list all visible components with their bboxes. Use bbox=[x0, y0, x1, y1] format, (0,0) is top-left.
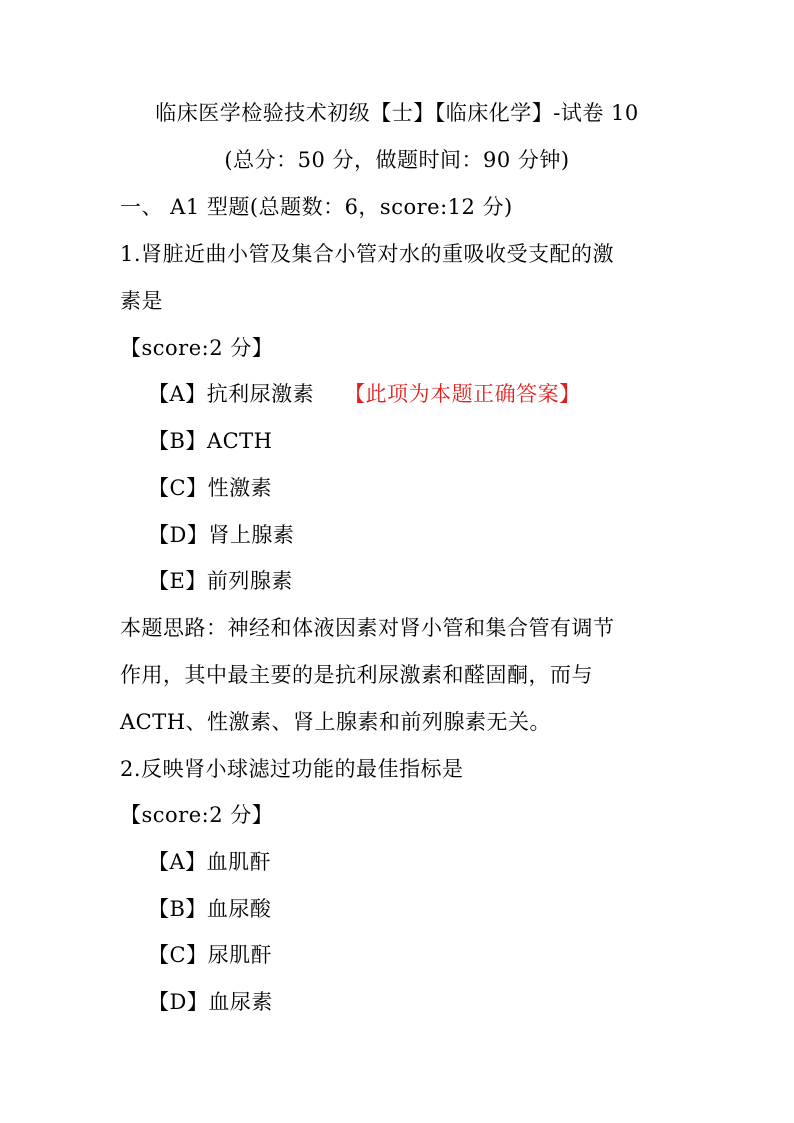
option-text: 【A】抗利尿激素 bbox=[148, 382, 315, 406]
question-1-stem-line-1: 1.肾脏近曲小管及集合小管对水的重吸收受支配的激 bbox=[120, 242, 615, 266]
question-1-option-a bbox=[148, 380, 581, 408]
correct-answer-marker: 【此项为本题正确答案】 bbox=[344, 382, 581, 406]
section-heading: 一、 A1 型题(总题数：6，score:12 分) bbox=[120, 195, 513, 219]
question-2-option-a: 【A】血肌酐 bbox=[148, 850, 272, 874]
question-2-option-c: 【C】尿肌酐 bbox=[148, 943, 273, 967]
question-1-option-b: 【B】ACTH bbox=[148, 429, 273, 453]
question-1-stem-line-2: 素是 bbox=[120, 289, 163, 313]
question-1-score: 【score:2 分】 bbox=[120, 336, 274, 360]
question-2-stem-line-1: 2.反映肾小球滤过功能的最佳指标是 bbox=[120, 757, 464, 781]
question-2-option-d: 【D】血尿素 bbox=[148, 990, 273, 1014]
question-1-explanation-line-2: 作用，其中最主要的是抗利尿激素和醛固酮，而与 bbox=[120, 663, 593, 687]
question-1-explanation-line-1: 本题思路：神经和体液因素对肾小管和集合管有调节 bbox=[120, 616, 615, 640]
question-1-option-e: 【E】前列腺素 bbox=[148, 569, 293, 593]
document-title: 临床医学检验技术初级【士】【临床化学】-试卷 10 bbox=[155, 101, 639, 125]
question-2-option-b: 【B】血尿酸 bbox=[148, 897, 272, 921]
question-1-option-d: 【D】肾上腺素 bbox=[148, 523, 295, 547]
question-2-score: 【score:2 分】 bbox=[120, 803, 274, 827]
document-subtitle: (总分：50 分，做题时间：90 分钟) bbox=[224, 148, 570, 172]
question-1-explanation-line-3: ACTH、性激素、肾上腺素和前列腺素无关。 bbox=[120, 710, 552, 734]
question-1-option-c: 【C】性激素 bbox=[148, 476, 273, 500]
